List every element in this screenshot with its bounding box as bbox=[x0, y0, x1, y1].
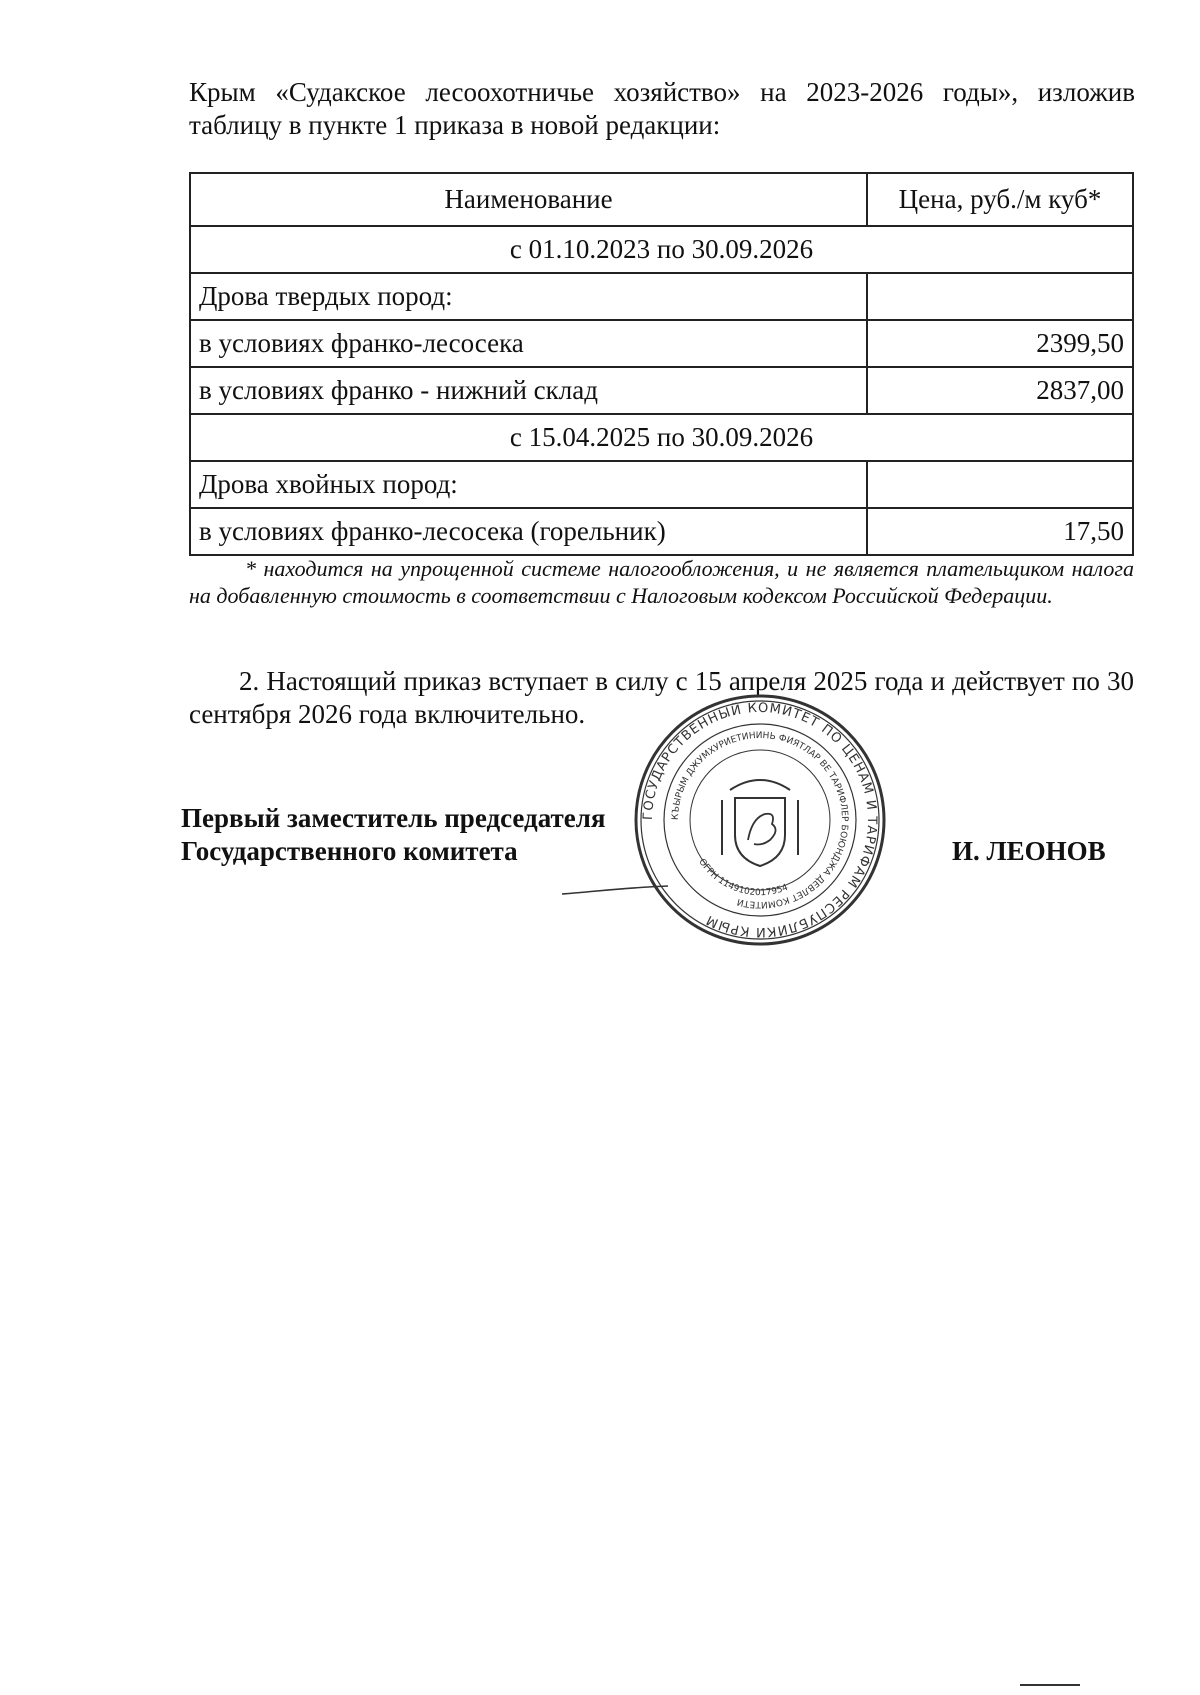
item-name-cell: Дрова хвойных пород: bbox=[190, 461, 867, 508]
item-name-cell: в условиях франко-лесосека (горельник) bbox=[190, 508, 867, 555]
clause-2: 2. Настоящий приказ вступает в силу с 15 апреля 2025 года и действует по 30 сентября 2026 года включительно. bbox=[189, 666, 1134, 729]
table-row bbox=[190, 508, 1133, 555]
item-price-cell: 17,50 bbox=[867, 508, 1133, 555]
period-cell: с 01.10.2023 по 30.09.2026 bbox=[190, 226, 1133, 273]
seal-bottom-text: ОГРН 1149102017954 bbox=[696, 857, 790, 899]
intro-paragraph bbox=[189, 76, 1135, 142]
item-price-cell bbox=[867, 273, 1133, 320]
item-name-cell: в условиях франко-лесосека bbox=[190, 320, 867, 367]
price-table bbox=[189, 172, 1134, 556]
table-header-row bbox=[190, 173, 1133, 226]
svg-text:ОГРН 1149102017954 bbox=[696, 857, 790, 898]
signatory-name: И. ЛЕОНОВ bbox=[952, 836, 1106, 866]
period-cell: с 15.04.2025 по 30.09.2026 bbox=[190, 414, 1133, 461]
header-name: Наименование bbox=[190, 173, 867, 226]
signatory-title bbox=[181, 802, 606, 868]
svg-text:КЪЫРЫМ ДЖУМХУРИЕТИНИНЬ ФИЯТЛАР bbox=[671, 731, 849, 909]
seal-outer-text: ГОСУДАРСТВЕННЫЙ КОМИТЕТ ПО ЦЕНАМ И ТАРИФАМ РЕСПУБЛИКИ КРЫМ bbox=[640, 700, 880, 940]
table-row bbox=[190, 273, 1133, 320]
page-footer-mark bbox=[1020, 1684, 1080, 1686]
item-price-cell: 2837,00 bbox=[867, 367, 1133, 414]
signatory-title-line-2: Государственного комитета bbox=[181, 836, 518, 866]
table-row bbox=[190, 461, 1133, 508]
seal-inner-text: КЪЫРЫМ ДЖУМХУРИЕТИНИНЬ ФИЯТЛАР ВЕ ТАРИФЛЕР БОЮНДЖА ДЕВЛЕТ КОМИТЕТИ bbox=[670, 730, 850, 910]
table-row bbox=[190, 367, 1133, 414]
header-price: Цена, руб./м куб* bbox=[867, 173, 1133, 226]
signatory-title-line-1: Первый заместитель председателя bbox=[181, 803, 606, 833]
item-price-cell: 2399,50 bbox=[867, 320, 1133, 367]
official-seal-icon bbox=[630, 690, 890, 950]
table-row bbox=[190, 320, 1133, 367]
intro-line-1: Крым «Судакское лесоохотничье хозяйство» на 2023-2026 годы», изложив bbox=[189, 77, 1135, 107]
item-name-cell: в условиях франко - нижний склад bbox=[190, 367, 867, 414]
item-name-cell: Дрова твердых пород: bbox=[190, 273, 867, 320]
coat-of-arms-icon bbox=[722, 780, 798, 866]
item-price-cell bbox=[867, 461, 1133, 508]
tax-footnote: * находится на упрощенной системе налогообложения, и не является плательщиком налога на добавленную стоимость в соответствии с Налоговым кодексом Российской Федерации. bbox=[189, 556, 1134, 608]
table-row bbox=[190, 226, 1133, 273]
table-row bbox=[190, 414, 1133, 461]
intro-line-2: таблицу в пункте 1 приказа в новой редакции: bbox=[189, 110, 721, 140]
